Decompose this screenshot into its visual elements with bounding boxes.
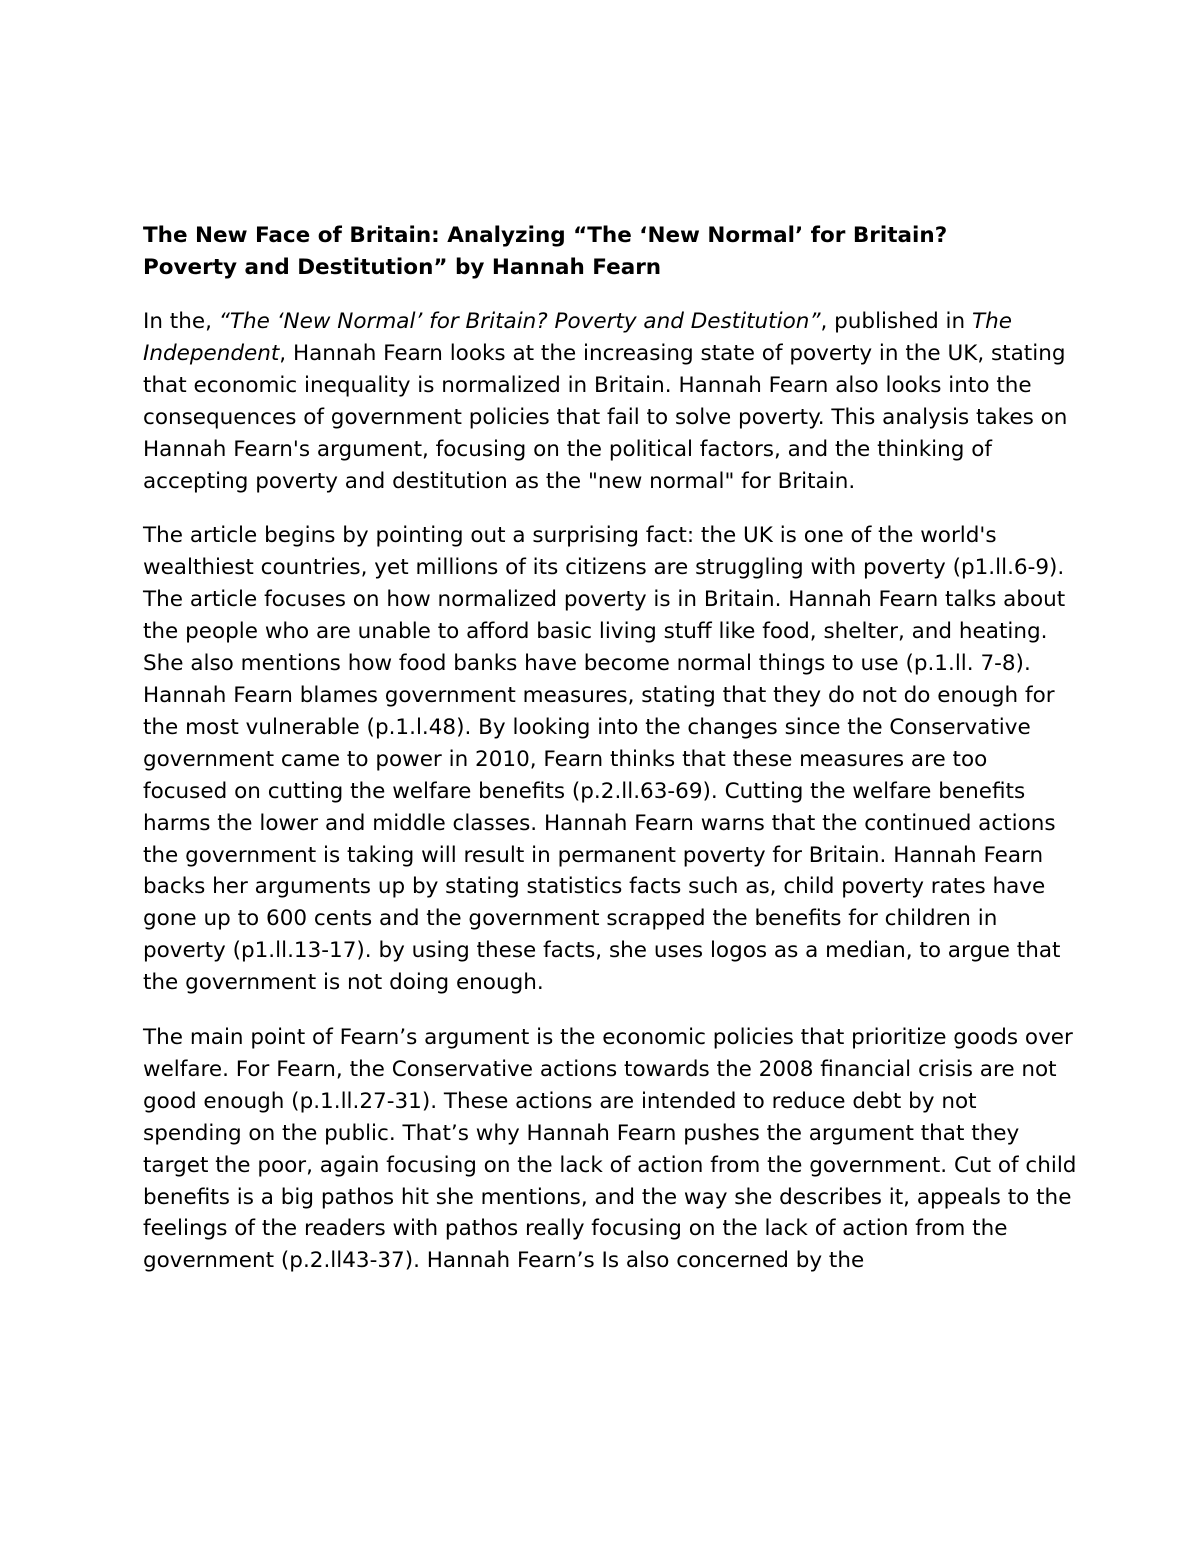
paragraph-intro-prefix: In the,: [143, 309, 219, 334]
article-title-italic: “The ‘New Normal’ for Britain? Poverty and Destitution”: [218, 309, 821, 334]
essay-title-line-1: The New Face of Britain: Analyzing “The ‘New Normal’ for Britain?: [143, 223, 948, 248]
paragraph-intro-rest: , Hannah Fearn looks at the increasing state of poverty in the UK, stating that economic inequality is normalized in Britain. Hannah Fearn also looks into the consequences of government policies that fail to solve poverty. This analysis takes on Hannah Fearn's argument, focusing on the political factors, and the thinking of accepting poverty and destitution as the "new normal" for Britain.: [143, 340, 1068, 494]
essay-title: [143, 220, 1078, 284]
document-body: [143, 220, 1078, 1277]
paragraph-intro: [143, 306, 1078, 497]
paragraph-intro-connector: , published in: [820, 309, 972, 334]
publication-name-italic: The Independent: [143, 309, 1012, 366]
paragraph-argument: The main point of Fearn’s argument is the economic policies that prioritize goods over welfare. For Fearn, the Conservative actions towards the 2008 financial crisis are not good enough (p.1.ll.27-31). These actions are intended to reduce debt by not spending on the public. That’s why Hannah Fearn pushes the argument that they target the poor, again focusing on the lack of action from the government. Cut of child benefits is a big pathos hit she mentions, and the way she describes it, appeals to the feelings of the readers with pathos really focusing on the lack of action from the government (p.2.ll43-37). Hannah Fearn’s Is also concerned by the: [143, 1025, 1077, 1274]
essay-title-line-2: Poverty and Destitution” by Hannah Fearn: [143, 255, 662, 280]
paragraph-summary: The article begins by pointing out a surprising fact: the UK is one of the world's wealthiest countries, yet millions of its citizens are struggling with poverty (p1.ll.6-9). The article focuses on how normalized poverty is in Britain. Hannah Fearn talks about the people who are unable to afford basic living stuff like food, shelter, and heating. She also mentions how food banks have become normal things to use (p.1.ll. 7-8). Hannah Fearn blames government measures, stating that they do not do enough for the most vulnerable (p.1.l.48). By looking into the changes since the Conservative government came to power in 2010, Fearn thinks that these measures are too focused on cutting the welfare benefits (p.2.ll.63-69). Cutting the welfare benefits harms the lower and middle classes. Hannah Fearn warns that the continued actions the government is taking will result in permanent poverty for Britain. Hannah Fearn backs her arguments up by stating statistics facts such as, child poverty rates have gone up to 600 cents and the government scrapped the benefits for children in poverty (p1.ll.13-17). by using these facts, she uses logos as a median, to argue that the government is not doing enough.: [143, 523, 1066, 996]
